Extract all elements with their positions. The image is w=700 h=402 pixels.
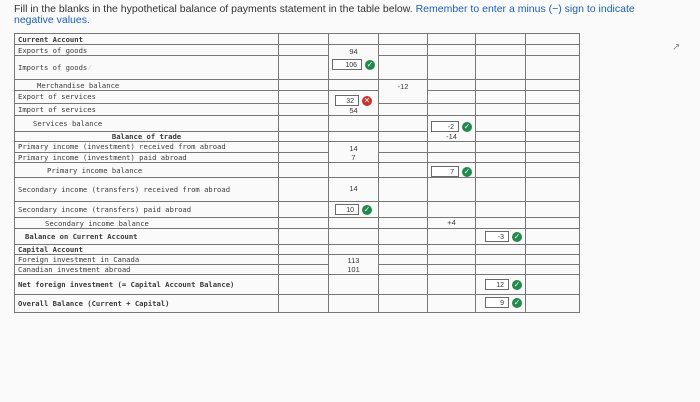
- row-label-primary-paid: Primary income (investment) paid abroad: [15, 152, 279, 163]
- value-secondary-balance: +4: [428, 218, 476, 229]
- instructions: [14, 4, 674, 26]
- check-circle-icon: ✓: [513, 298, 521, 308]
- row-label-merch-balance: Merchandise balance: [15, 80, 279, 91]
- input-secondary-paid[interactable]: 10: [335, 204, 359, 215]
- input-balance-current[interactable]: -3: [485, 231, 509, 242]
- row-label-primary-received: Primary income (investment) received from abroad: [15, 142, 279, 153]
- table-row: [15, 178, 580, 202]
- check-circle-icon: ✓: [513, 280, 521, 290]
- table-row: [15, 218, 580, 229]
- table-row: [15, 255, 580, 265]
- value-balance-trade: -14: [446, 132, 457, 142]
- row-label-secondary-received: Secondary income (transfers) received from abroad: [15, 178, 279, 202]
- table-row: [15, 142, 580, 153]
- input-services-balance[interactable]: -2: [431, 121, 459, 132]
- value-merch-balance: -12: [379, 80, 428, 104]
- mouse-cursor-icon: ↗: [672, 42, 681, 53]
- check-circle-icon: ✓: [463, 167, 471, 177]
- table-row: [15, 229, 580, 245]
- input-imports-goods[interactable]: 106: [332, 59, 362, 70]
- row-label-exports-goods: Exports of goods: [15, 45, 279, 56]
- row-label-imports-goods: Imports of goods ⁄: [15, 56, 279, 80]
- table-row: [15, 91, 580, 104]
- value-secondary-received: 14: [329, 178, 379, 202]
- row-label-capital-account: Capital Account: [15, 245, 279, 255]
- table-row: [15, 45, 580, 56]
- row-label-overall-balance: Overall Balance (Current + Capital): [15, 295, 279, 313]
- table-row: [15, 265, 580, 275]
- row-label-primary-balance: Primary income balance: [15, 163, 279, 178]
- value-foreign-investment: 113: [347, 256, 360, 266]
- table-row: [15, 245, 580, 255]
- table-row: [15, 80, 580, 91]
- check-circle-icon: ✓: [463, 122, 471, 132]
- row-label-net-foreign: Net foreign investment (= Capital Account Balance): [15, 275, 279, 295]
- table-row: [15, 34, 580, 45]
- input-primary-balance[interactable]: 7: [431, 166, 459, 177]
- value-primary-paid: 7: [351, 153, 356, 163]
- row-label-secondary-balance: Secondary income balance: [15, 218, 279, 229]
- row-label-services-balance: Services balance: [15, 116, 279, 132]
- x-circle-icon: ✕: [363, 96, 371, 106]
- row-label-import-services: Import of services: [15, 103, 279, 116]
- value-exports-goods: 94: [349, 47, 358, 56]
- check-circle-icon: ✓: [513, 232, 521, 242]
- input-net-foreign[interactable]: 12: [485, 279, 509, 290]
- row-label-balance-trade: Balance of trade: [15, 131, 279, 141]
- row-label-secondary-paid: Secondary income (transfers) paid abroad: [15, 202, 279, 218]
- row-label-current-account: Current Account: [15, 34, 279, 45]
- input-overall-balance[interactable]: 9: [485, 297, 509, 308]
- table-row: [15, 202, 580, 218]
- table-row: [15, 163, 580, 178]
- instructions-accent: Remember to enter a minus (−) sign to indicate negative values.: [14, 3, 635, 26]
- instructions-text: Fill in the blanks in the hypothetical balance of payments statement in the table below.: [14, 3, 416, 15]
- value-canadian-investment: 101: [347, 265, 360, 275]
- check-circle-icon: ✓: [366, 60, 374, 70]
- input-export-services[interactable]: 32: [335, 95, 359, 106]
- row-label-canadian-investment: Canadian investment abroad: [15, 265, 279, 275]
- table-row: [15, 116, 580, 132]
- value-primary-received: 14: [349, 144, 358, 154]
- table-row: [15, 131, 580, 141]
- value-import-services: 54: [349, 106, 358, 116]
- table-row: [15, 103, 580, 116]
- table-row: [15, 275, 580, 295]
- check-circle-icon: ✓: [363, 205, 371, 215]
- pencil-mark-icon: ⁄: [89, 63, 91, 72]
- table-row: [15, 152, 580, 163]
- balance-of-payments-table: [14, 33, 580, 313]
- table-row: [15, 295, 580, 313]
- row-label-balance-current: Balance on Current Account: [15, 229, 279, 245]
- row-label-foreign-investment: Foreign investment in Canada: [15, 255, 279, 265]
- table-row: [15, 56, 580, 80]
- row-label-export-services: Export of services: [15, 91, 279, 104]
